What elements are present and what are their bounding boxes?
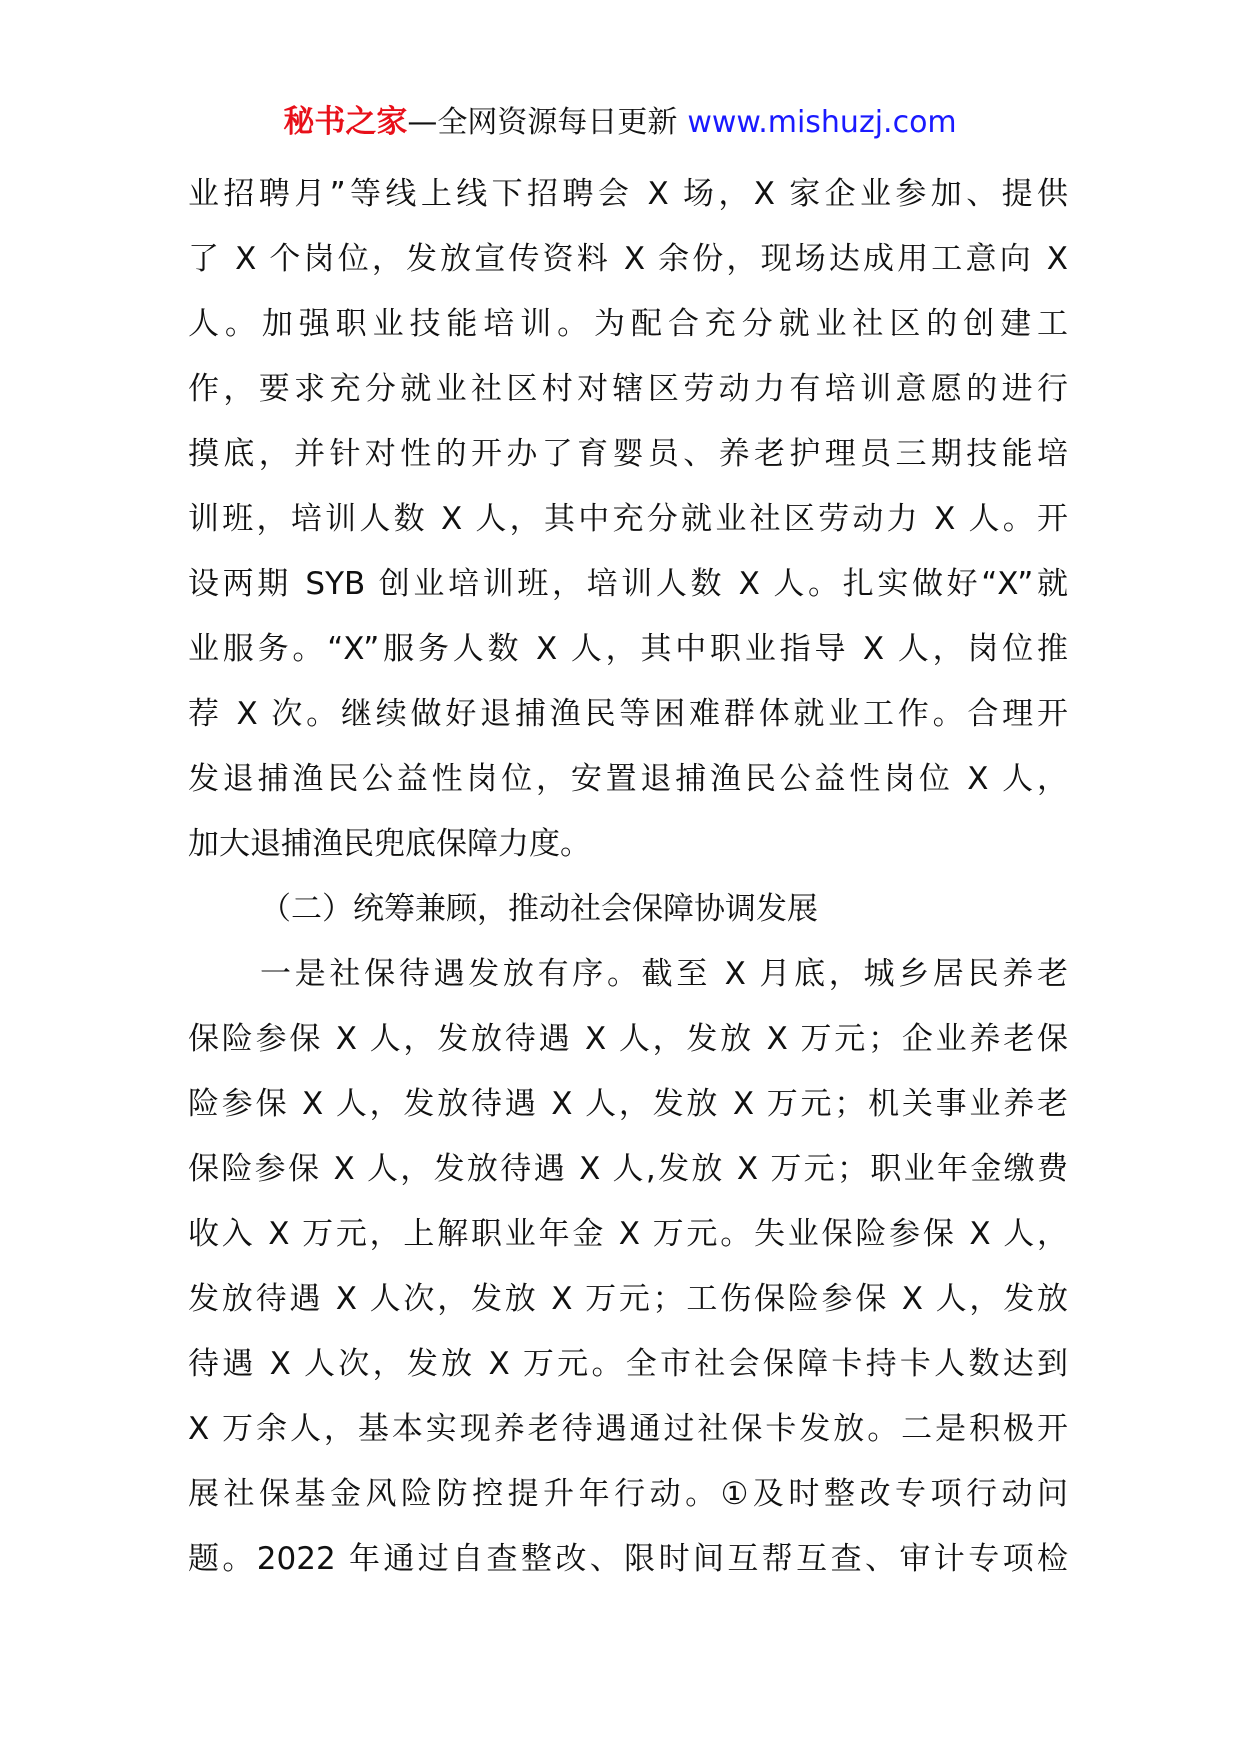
body-line: 保险参保 X 人，发放待遇 X 人，发放 X 万元；企业养老保 (188, 1021, 1068, 1057)
page-header (0, 98, 1240, 147)
body-line: 人。加强职业技能培训。为配合充分就业社区的创建工 (188, 306, 1068, 342)
body-line: 摸底，并针对性的开办了育婴员、养老护理员三期技能培 (188, 436, 1068, 472)
body-line: 作，要求充分就业社区村对辖区劳动力有培训意愿的进行 (188, 371, 1068, 407)
body-line: 设两期 SYB 创业培训班，培训人数 X 人。扎实做好“X”就 (188, 566, 1068, 602)
body-line: 保险参保 X 人，发放待遇 X 人,发放 X 万元；职业年金缴费 (188, 1151, 1068, 1187)
body-line: X 万余人，基本实现养老待遇通过社保卡发放。二是积极开 (188, 1411, 1068, 1447)
body-line: 发退捕渔民公益性岗位，安置退捕渔民公益性岗位 X 人， (188, 761, 1068, 797)
body-line: 荐 X 次。继续做好退捕渔民等困难群体就业工作。合理开 (188, 696, 1068, 732)
body-line: 题。2022 年通过自查整改、限时间互帮互查、审计专项检 (188, 1541, 1068, 1577)
body-line: 待遇 X 人次，发放 X 万元。全市社会保障卡持卡人数达到 (188, 1346, 1068, 1382)
section-heading: （二）统筹兼顾，推动社会保障协调发展 (260, 891, 818, 927)
body-line: 一是社保待遇发放有序。截至 X 月底，城乡居民养老 (260, 956, 1068, 992)
document-body (188, 162, 1068, 1592)
body-line: 训班，培训人数 X 人，其中充分就业社区劳动力 X 人。开 (188, 501, 1068, 537)
body-line: 发放待遇 X 人次，发放 X 万元；工伤保险参保 X 人，发放 (188, 1281, 1068, 1317)
brand-name: 秘书之家 (283, 104, 408, 140)
body-line: 了 X 个岗位，发放宣传资料 X 余份，现场达成用工意向 X (188, 241, 1068, 277)
site-url-link[interactable]: www.mishuzj.com (687, 105, 957, 140)
body-line: 收入 X 万元，上解职业年金 X 万元。失业保险参保 X 人， (188, 1216, 1068, 1252)
body-line: 业服务。“X”服务人数 X 人，其中职业指导 X 人，岗位推 (188, 631, 1068, 667)
body-line: 展社保基金风险防控提升年行动。①及时整改专项行动问 (188, 1476, 1068, 1512)
body-line: 险参保 X 人，发放待遇 X 人，发放 X 万元；机关事业养老 (188, 1086, 1068, 1122)
body-line: 加大退捕渔民兜底保障力度。 (188, 826, 591, 862)
header-tagline: —全网资源每日更新 (407, 105, 678, 140)
body-line: 业招聘月”等线上线下招聘会 X 场，X 家企业参加、提供 (188, 176, 1068, 212)
